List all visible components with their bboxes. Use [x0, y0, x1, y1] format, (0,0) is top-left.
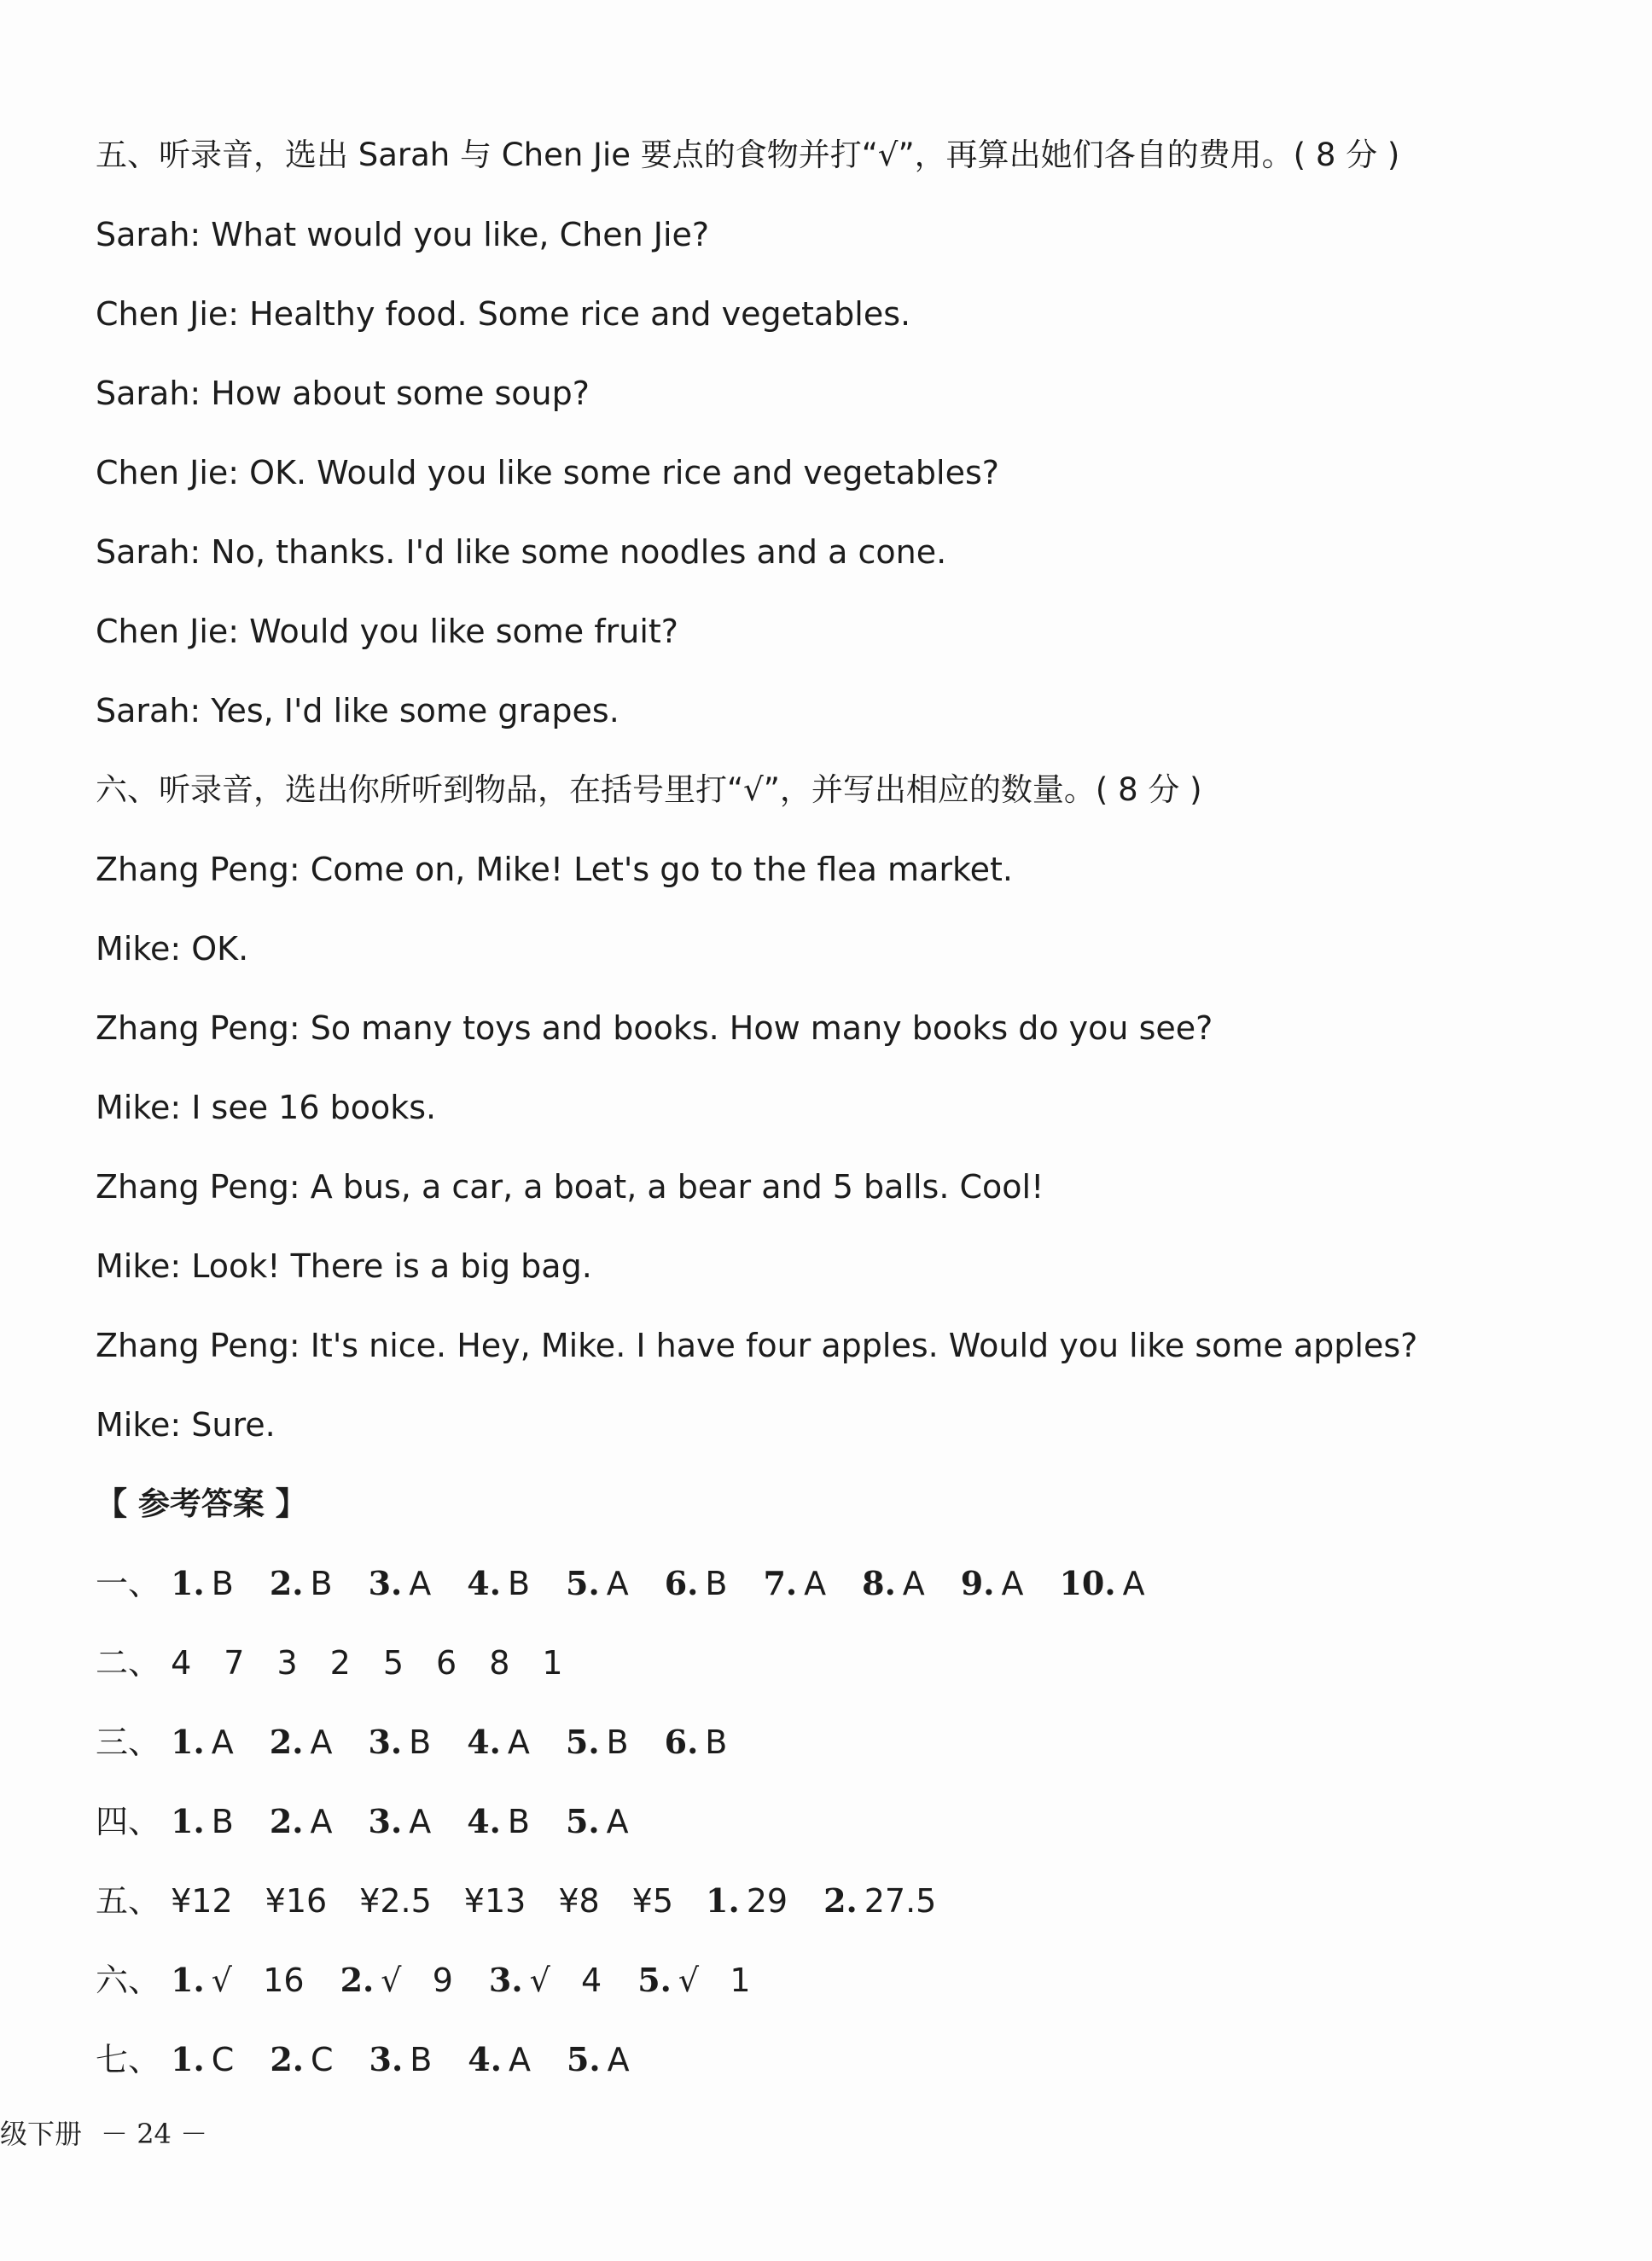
dialogue-line: Sarah: No, thanks. I'd like some noodles and a cone.	[96, 533, 947, 571]
answer-item	[1059, 1560, 1144, 1607]
answer-item	[566, 1718, 629, 1766]
answer-value: A	[507, 1723, 530, 1761]
answer-number: 2.	[340, 1961, 375, 1999]
answer-value: B	[507, 1803, 530, 1840]
answer-item	[270, 2036, 333, 2084]
section6-heading: 六、听录音，选出你所听到物品，在括号里打“√”，并写出相应的数量。( 8 分 )	[96, 771, 1202, 808]
answer-row-5	[96, 1877, 1597, 1956]
price-value: ¥13	[463, 1882, 526, 1920]
answer-value: 27.5	[864, 1882, 937, 1920]
answer-item	[706, 1877, 788, 1925]
answer-row-7	[96, 2036, 1597, 2115]
answer-number: 1.	[171, 1961, 205, 1999]
answer-number: 7.	[763, 1564, 798, 1602]
answer-value: 8	[489, 1644, 510, 1682]
answer-number: 1.	[171, 1802, 205, 1840]
answer-value: C	[211, 2041, 235, 2078]
answer-value: 3	[276, 1644, 298, 1682]
answer-value: 29	[746, 1882, 788, 1920]
answer-item	[270, 1798, 333, 1845]
answer-item	[665, 1560, 728, 1607]
grade-label: 级下册	[0, 2118, 83, 2150]
price-value: ¥2.5	[359, 1882, 432, 1920]
answer-value: A	[1122, 1565, 1145, 1602]
answer-item	[961, 1560, 1024, 1607]
answer-row-label: 三、	[96, 1723, 161, 1761]
answer-number: 2.	[269, 1802, 304, 1840]
answer-value: B	[705, 1565, 728, 1602]
answer-row-label: 六、	[96, 1962, 161, 1999]
answer-value: B	[410, 2041, 433, 2078]
answer-item	[467, 1798, 530, 1845]
answer-value: A	[211, 1723, 234, 1761]
answer-value: 1	[542, 1644, 563, 1682]
answer-value: B	[211, 1803, 234, 1840]
answer-item	[566, 1560, 629, 1607]
answer-item	[467, 1560, 530, 1607]
answer-number: 10.	[1059, 1564, 1116, 1602]
dialogue-line: Sarah: What would you like, Chen Jie?	[96, 216, 710, 253]
answer-item	[467, 1718, 530, 1766]
section5-heading: 五、听录音，选出 Sarah 与 Chen Jie 要点的食物并打“√”，再算出她们各自的费用。( 8 分 )	[96, 137, 1400, 173]
document-page	[96, 131, 1597, 2115]
price-value: ¥8	[558, 1882, 600, 1920]
answer-item	[489, 1956, 602, 2004]
answer-value: A	[606, 1565, 629, 1602]
answer-value: B	[310, 1565, 333, 1602]
answer-item	[340, 1956, 453, 2004]
answer-number: 3.	[368, 1802, 403, 1840]
answer-row-1	[96, 1560, 1597, 1639]
answer-item	[270, 1718, 333, 1766]
dialogue-line: Zhang Peng: It's nice. Hey, Mike. I have four apples. Would you like some apples?	[96, 1327, 1418, 1364]
answer-row-3	[96, 1718, 1597, 1798]
answer-value: A	[409, 1803, 432, 1840]
answer-item	[566, 1798, 629, 1845]
dialogue-line: Chen Jie: Healthy food. Some rice and vegetables.	[96, 295, 911, 333]
answer-value: √ 1	[678, 1962, 751, 1999]
answer-item	[823, 1877, 936, 1925]
answer-item	[171, 1956, 304, 2004]
answer-number: 8.	[862, 1564, 896, 1602]
answer-item	[368, 1718, 431, 1766]
answer-row-label: 一、	[96, 1565, 161, 1602]
dialogue-line: Chen Jie: OK. Would you like some rice and vegetables?	[96, 454, 999, 491]
answer-item	[171, 1560, 234, 1607]
price-value: ¥16	[265, 1882, 328, 1920]
answer-number: 3.	[369, 2040, 404, 2078]
answer-number: 2.	[269, 1723, 304, 1761]
answer-number: 3.	[368, 1723, 403, 1761]
answer-value: C	[311, 2041, 334, 2078]
answer-value: A	[1001, 1565, 1024, 1602]
answer-number: 3.	[488, 1961, 523, 1999]
answer-number: 2.	[269, 1564, 304, 1602]
answer-row-label: 四、	[96, 1803, 161, 1840]
answer-value: B	[211, 1565, 234, 1602]
answer-number: 3.	[368, 1564, 403, 1602]
page-number: － 24 －	[101, 2118, 208, 2150]
answer-value: 5	[382, 1644, 404, 1682]
answer-item	[665, 1718, 728, 1766]
answer-item	[468, 2036, 531, 2084]
answer-row-4	[96, 1798, 1597, 1877]
answer-value: 6	[436, 1644, 457, 1682]
answer-value: √ 16	[211, 1962, 305, 1999]
answer-number: 4.	[467, 1802, 501, 1840]
dialogue-line: Zhang Peng: So many toys and books. How many books do you see?	[96, 1009, 1213, 1047]
answer-value: 4	[171, 1644, 192, 1682]
answer-value: A	[607, 2041, 630, 2078]
answer-number: 5.	[565, 1802, 600, 1840]
answer-number: 1.	[171, 1723, 205, 1761]
answer-number: 1.	[171, 1564, 205, 1602]
answer-item	[270, 1560, 333, 1607]
answer-item	[369, 2036, 433, 2084]
answers-title: 【 参考答案 】	[96, 1485, 307, 1522]
answer-number: 4.	[467, 1723, 501, 1761]
price-value: ¥12	[171, 1882, 233, 1920]
price-value: ¥5	[631, 1882, 674, 1920]
answer-item	[862, 1560, 925, 1607]
answer-number: 9.	[960, 1564, 995, 1602]
dialogue-line: Mike: I see 16 books.	[96, 1089, 437, 1126]
section5-dialogue	[96, 211, 1597, 766]
dialogue-line: Sarah: Yes, I'd like some grapes.	[96, 692, 620, 729]
answer-number: 6.	[664, 1564, 699, 1602]
answer-value: 2	[329, 1644, 351, 1682]
answer-item	[171, 2036, 234, 2084]
answer-number: 1.	[706, 1881, 740, 1920]
answer-number: 5.	[637, 1961, 672, 1999]
answer-item	[637, 1956, 750, 2004]
answer-number: 2.	[823, 1881, 858, 1920]
answer-row-label: 七、	[96, 2041, 161, 2078]
answer-value: √ 4	[529, 1962, 602, 1999]
answer-value: B	[507, 1565, 531, 1602]
answer-value: A	[902, 1565, 925, 1602]
answer-row-2	[96, 1639, 1597, 1718]
answer-value: B	[705, 1723, 728, 1761]
dialogue-line: Zhang Peng: A bus, a car, a boat, a bear and 5 balls. Cool!	[96, 1168, 1044, 1206]
answer-value: A	[508, 2041, 531, 2078]
page-footer	[0, 2113, 207, 2152]
dialogue-line: Sarah: How about some soup?	[96, 375, 590, 412]
answer-number: 4.	[467, 1564, 501, 1602]
dialogue-line: Chen Jie: Would you like some fruit?	[96, 613, 678, 650]
answer-item	[171, 1798, 234, 1845]
answer-value: A	[606, 1803, 629, 1840]
answer-item	[171, 1718, 234, 1766]
section6-dialogue	[96, 846, 1597, 1480]
answer-value: B	[409, 1723, 432, 1761]
answer-value: √ 9	[381, 1962, 453, 1999]
answer-value: A	[409, 1565, 432, 1602]
answer-number: 5.	[566, 2040, 601, 2078]
answer-number: 1.	[171, 2040, 205, 2078]
answer-value: A	[310, 1723, 333, 1761]
dialogue-line: Mike: Sure.	[96, 1406, 276, 1444]
answer-row-label: 五、	[96, 1882, 161, 1920]
dialogue-line: Mike: Look! There is a big bag.	[96, 1247, 592, 1285]
answer-number: 4.	[468, 2040, 502, 2078]
answer-item	[763, 1560, 826, 1607]
answer-number: 2.	[270, 2040, 304, 2078]
dialogue-line: Zhang Peng: Come on, Mike! Let's go to the flea market.	[96, 851, 1013, 888]
answer-value: 7	[224, 1644, 245, 1682]
answer-item	[369, 1560, 432, 1607]
answer-number: 5.	[566, 1564, 600, 1602]
answer-item	[369, 1798, 432, 1845]
answer-value: A	[804, 1565, 827, 1602]
answer-item	[567, 2036, 630, 2084]
dialogue-line: Mike: OK.	[96, 930, 249, 968]
answer-value: B	[606, 1723, 629, 1761]
answer-value: A	[310, 1803, 333, 1840]
answer-row-6	[96, 1956, 1597, 2036]
answer-row-label: 二、	[96, 1644, 161, 1682]
answer-number: 6.	[664, 1723, 699, 1761]
answer-number: 5.	[565, 1723, 600, 1761]
